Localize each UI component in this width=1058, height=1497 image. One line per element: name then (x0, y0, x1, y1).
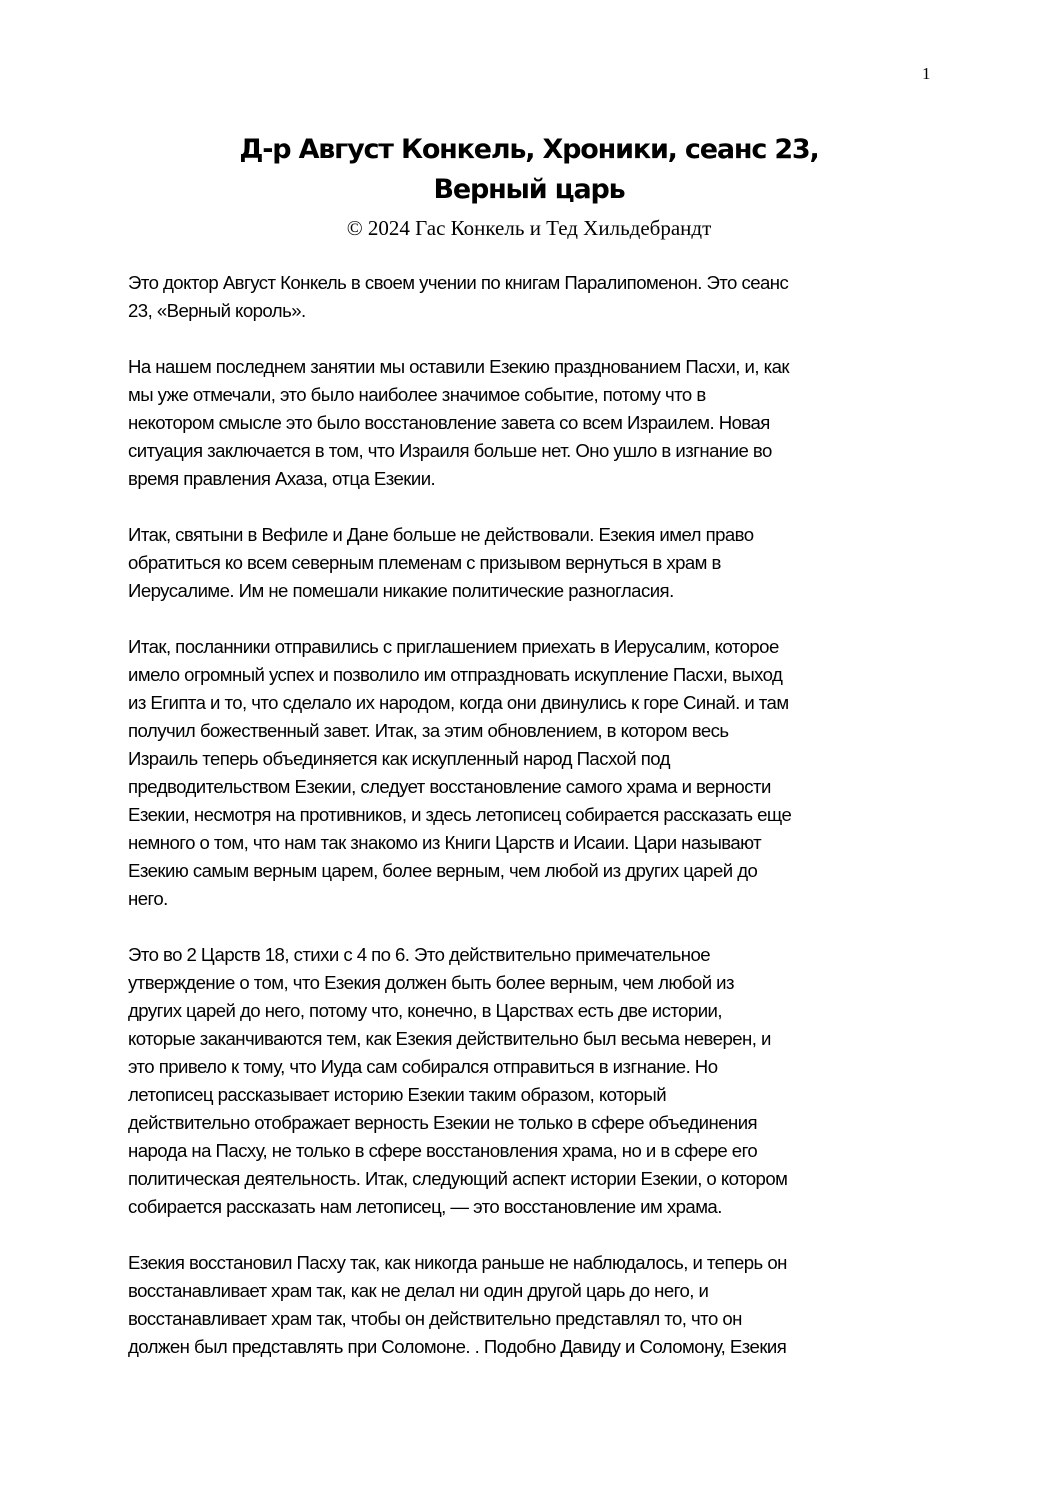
text-line: Израиль теперь объединяется как искупленный народ Пасхой под (128, 748, 670, 769)
paragraph-1 (128, 269, 948, 325)
text-line: мы уже отмечали, это было наиболее значимое событие, потому что в (128, 384, 706, 405)
text-line: восстанавливает храм так, чтобы он действительно представлял то, что он (128, 1308, 742, 1329)
paragraph-2 (128, 353, 948, 493)
text-line: утверждение о том, что Езекия должен быть более верным, чем любой из (128, 972, 734, 993)
text-line: Итак, посланники отправились с приглашением приехать в Иерусалим, которое (128, 636, 779, 657)
text-line: Езекия восстановил Пасху так, как никогда раньше не наблюдалось, и теперь он (128, 1252, 787, 1273)
text-line: имело огромный успех и позволило им отпраздновать искупление Пасхи, выход (128, 664, 783, 685)
text-line: 23, «Верный король». (128, 300, 306, 321)
copyright-notice: © 2024 Гас Конкель и Тед Хильдебрандт (346, 216, 712, 240)
text-line: это привело к тому, что Иуда сам собирался отправиться в изгнание. Но (128, 1056, 718, 1077)
text-line: политическая деятельность. Итак, следующий аспект истории Езекии, о котором (128, 1168, 788, 1189)
text-line: народа на Пасху, не только в сфере восстановления храма, но и в сфере его (128, 1140, 758, 1161)
document-title (0, 130, 1058, 210)
paragraph-3 (128, 521, 948, 605)
text-line: предводительством Езекии, следует восстановление самого храма и верности (128, 776, 771, 797)
page-number: 1 (922, 64, 931, 83)
text-line: Это доктор Август Конкель в своем учении по книгам Паралипоменон. Это сеанс (128, 272, 789, 293)
paragraph-5 (128, 941, 948, 1221)
text-line: собирается рассказать нам летописец, — это восстановление им храма. (128, 1196, 722, 1217)
text-line: которые заканчиваются тем, как Езекия действительно был весьма неверен, и (128, 1028, 771, 1049)
text-line: время правления Ахаза, отца Езекии. (128, 468, 436, 489)
text-line: действительно отображает верность Езекии не только в сфере объединения (128, 1112, 758, 1133)
text-line: немного о том, что нам так знакомо из Книги Царств и Исаии. Цари называют (128, 832, 762, 853)
text-line: Это во 2 Царств 18, стихи с 4 по 6. Это действительно примечательное (128, 944, 711, 965)
text-line: других царей до него, потому что, конечно, в Царствах есть две истории, (128, 1000, 722, 1021)
text-line: обратиться ко всем северным племенам с призывом вернуться в храм в (128, 552, 721, 573)
text-line: должен был представлять при Соломоне. . Подобно Давиду и Соломону, Езекия (128, 1336, 787, 1357)
text-line: некотором смысле это было восстановление завета со всем Израилем. Новая (128, 412, 770, 433)
title-line-1: Д-р Август Конкель, Хроники, сеанс 23, (239, 134, 819, 165)
text-line: На нашем последнем занятии мы оставили Езекию празднованием Пасхи, и, как (128, 356, 789, 377)
text-line: Иерусалиме. Им не помешали никакие политические разногласия. (128, 580, 674, 601)
text-line: летописец рассказывает историю Езекии таким образом, который (128, 1084, 667, 1105)
title-line-2: Верный царь (433, 174, 625, 205)
text-line: получил божественный завет. Итак, за этим обновлением, в котором весь (128, 720, 729, 741)
paragraph-6 (128, 1249, 948, 1361)
document-body (128, 269, 948, 1389)
text-line: Итак, святыни в Вефиле и Дане больше не действовали. Езекия имел право (128, 524, 754, 545)
text-line: восстанавливает храм так, как не делал ни один другой царь до него, и (128, 1280, 709, 1301)
text-line: ситуация заключается в том, что Израиля больше нет. Оно ушло в изгнание во (128, 440, 772, 461)
paragraph-4 (128, 633, 948, 913)
text-line: из Египта и то, что сделало их народом, когда они двинулись к горе Синай. и там (128, 692, 789, 713)
text-line: Езекию самым верным царем, более верным, чем любой из других царей до (128, 860, 758, 881)
text-line: него. (128, 888, 168, 909)
text-line: Езекии, несмотря на противников, и здесь летописец собирается рассказать еще (128, 804, 792, 825)
